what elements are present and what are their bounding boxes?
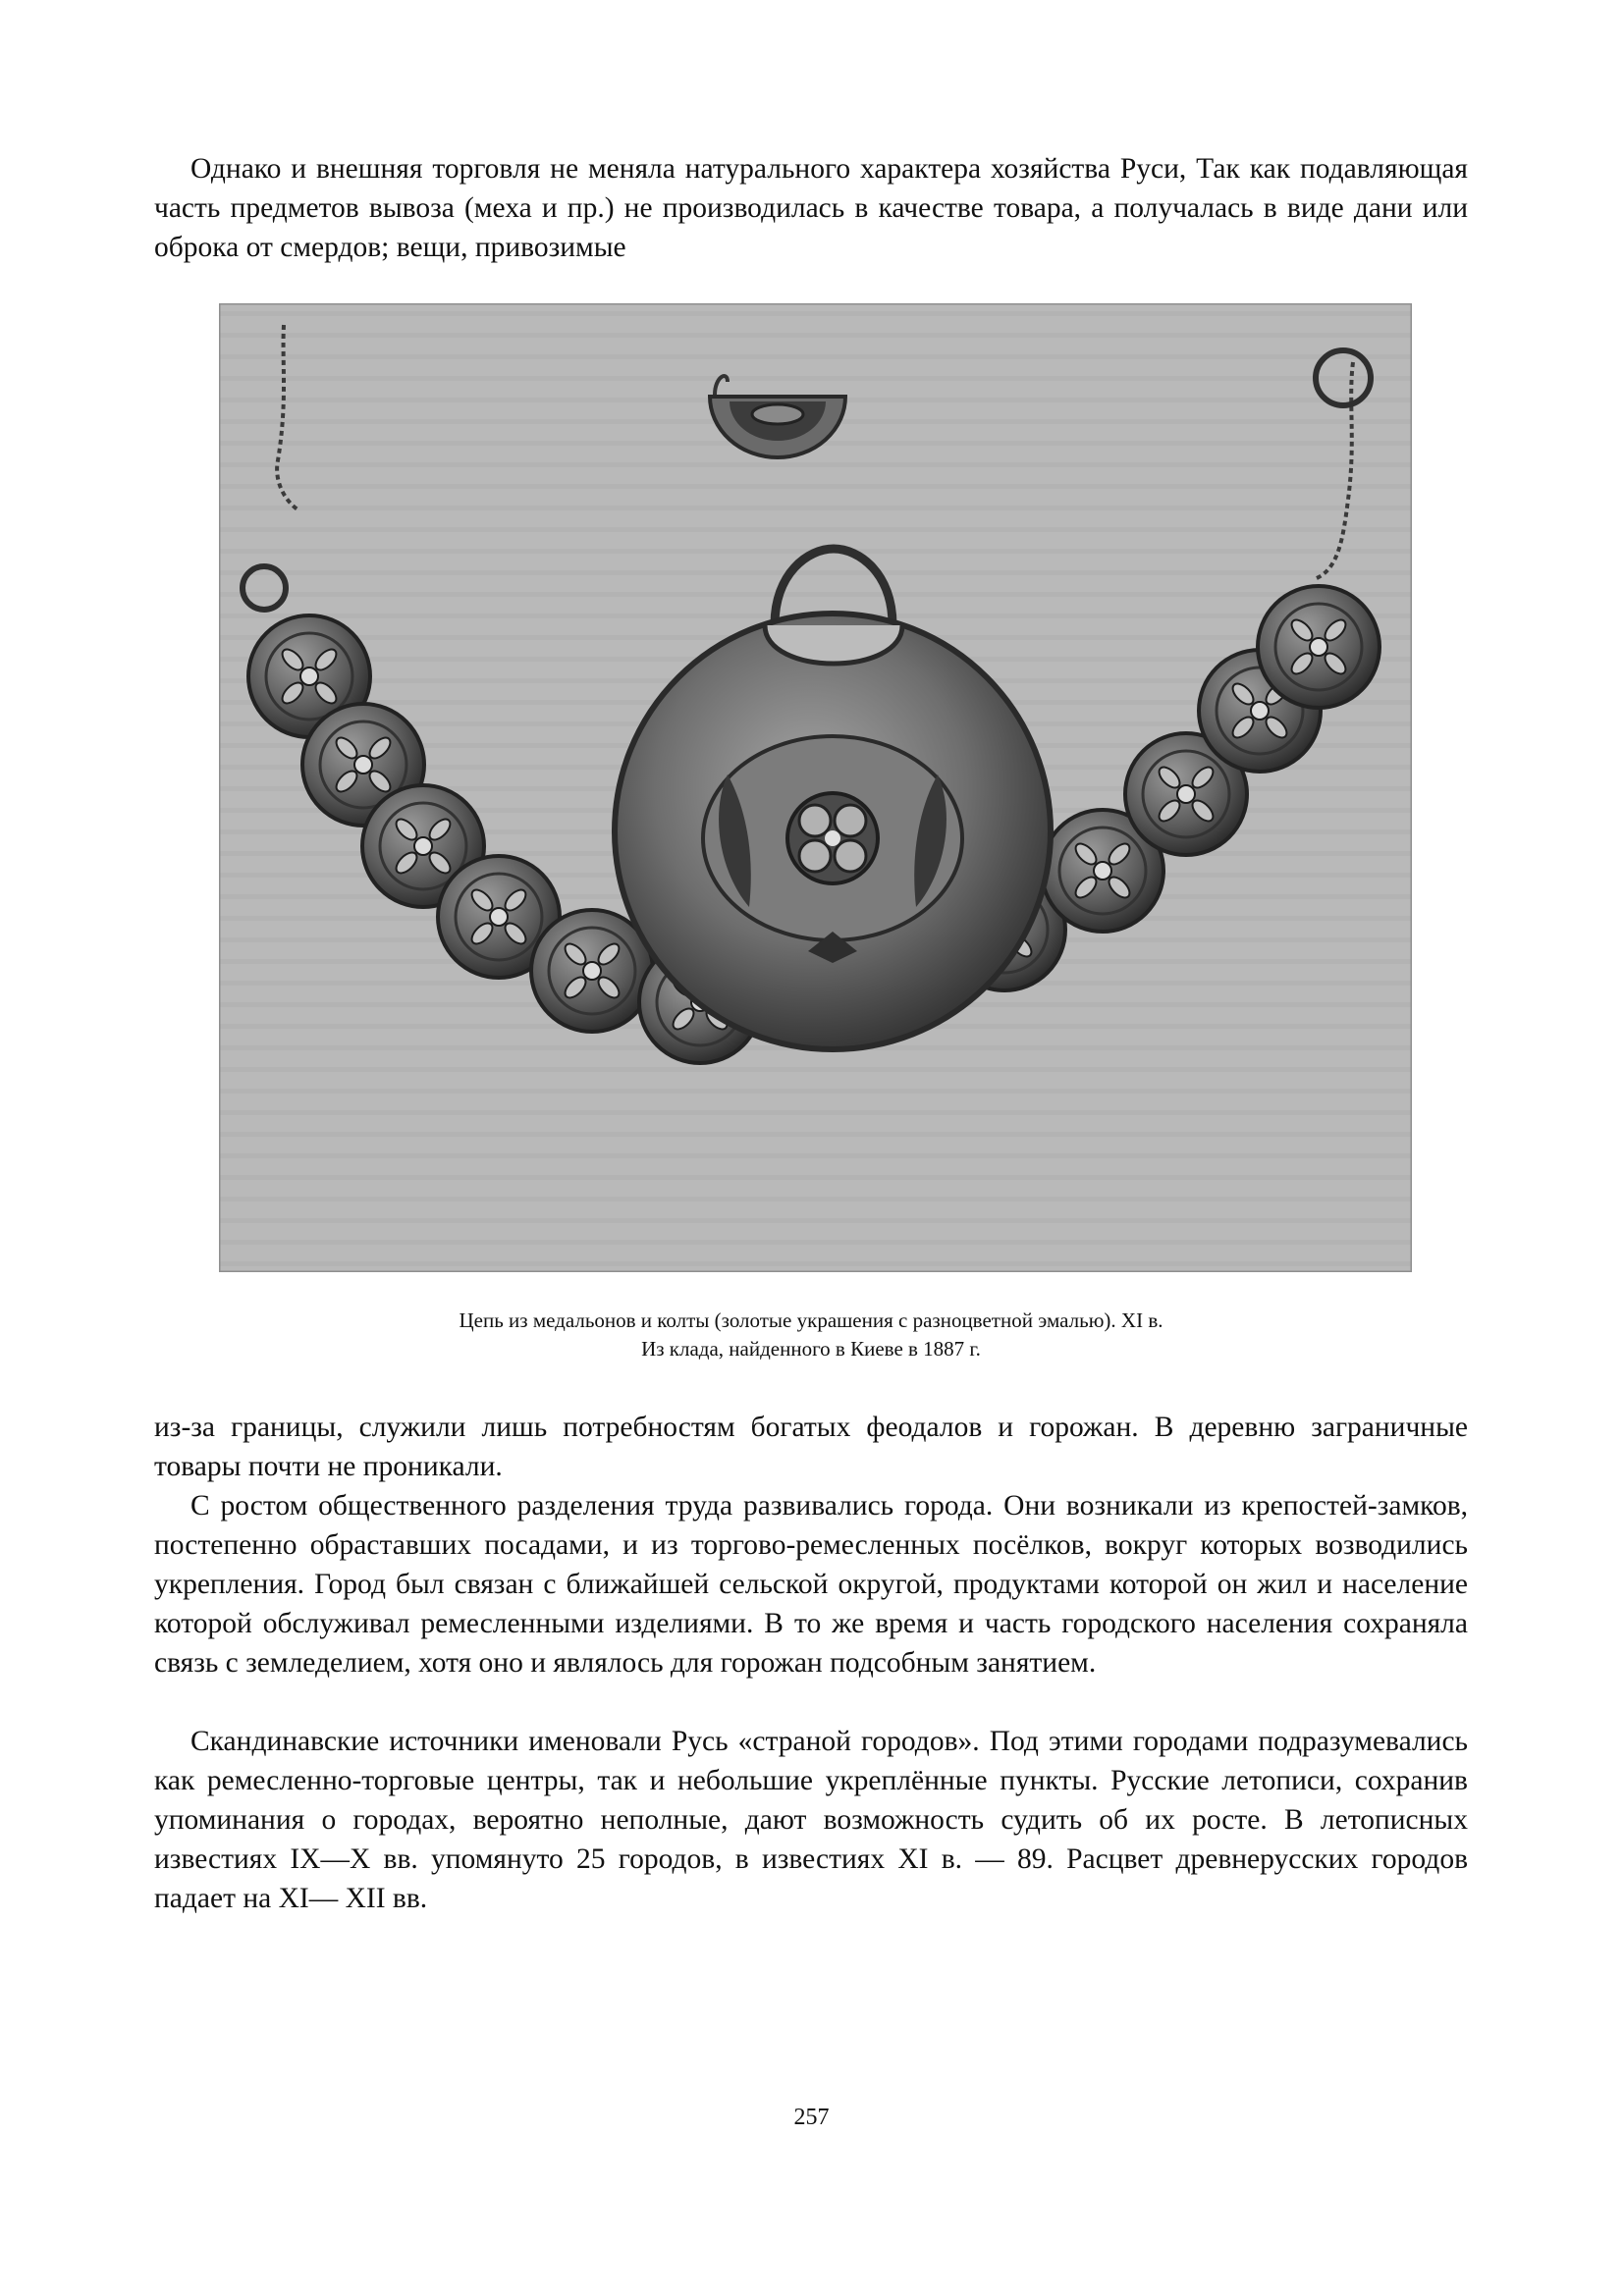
figure-caption-line-2: Из клада, найденного в Киеве в 1887 г. <box>641 1337 981 1361</box>
paragraph-3: С ростом общественного разделения труда развивались города. Они возникали из крепостей-замков, постепенно обраставших посадами, и из торгово-ремесленных посёлков, вокруг которых возводились укрепления. Город был связан с ближайшей сельской округой, продуктами которой он жил и население которой обслуживал ремесленными изделиями. В то же время и часть городского населения сохраняла связь с земледелием, хотя оно и являлось для горожан подсобным занятием. <box>154 1490 1468 1679</box>
medallion-center <box>300 667 318 685</box>
figure-caption-line-1: Цепь из медальонов и колты (золотые украшения с разноцветной эмалью). XI в. <box>459 1308 1163 1332</box>
figure-jewelry-photo <box>219 303 1412 1272</box>
paragraph-1: Однако и внешняя торговля не меняла натурального характера хозяйства Руси, Так как подавляющая часть предметов вывоза (меха и пр.) не производилась в качестве товара, а получалась в виде дани или оброка от смердов; вещи, привозимые <box>154 153 1468 263</box>
medallion-center <box>1251 702 1269 720</box>
medallion-center <box>1177 785 1195 803</box>
medallion-center <box>583 962 601 980</box>
page-number: 257 <box>793 2105 830 2130</box>
medallion-center <box>490 908 508 926</box>
medallion-center <box>1094 862 1111 880</box>
paragraph-2: из-за границы, служили лишь потребностям богатых феодалов и горожан. В деревню заграничные товары почти не проникали. <box>154 1412 1468 1482</box>
paragraph-4: Скандинавские источники именовали Русь «страной городов». Под этими городами подразумевались как ремесленно-торговые центры, так и небольшие укреплённые пункты. Русские летописи, сохранив упоминания о городах, вероятно неполные, дают возможность судить об их росте. В летописных известиях IX—X вв. упомянуто 25 городов, в известиях XI в. — 89. Расцвет древнерусских городов падает на XI— XII вв. <box>154 1726 1468 1914</box>
medallion-center <box>1310 638 1327 656</box>
medallion-center <box>354 756 372 774</box>
medallion-center <box>414 837 432 855</box>
